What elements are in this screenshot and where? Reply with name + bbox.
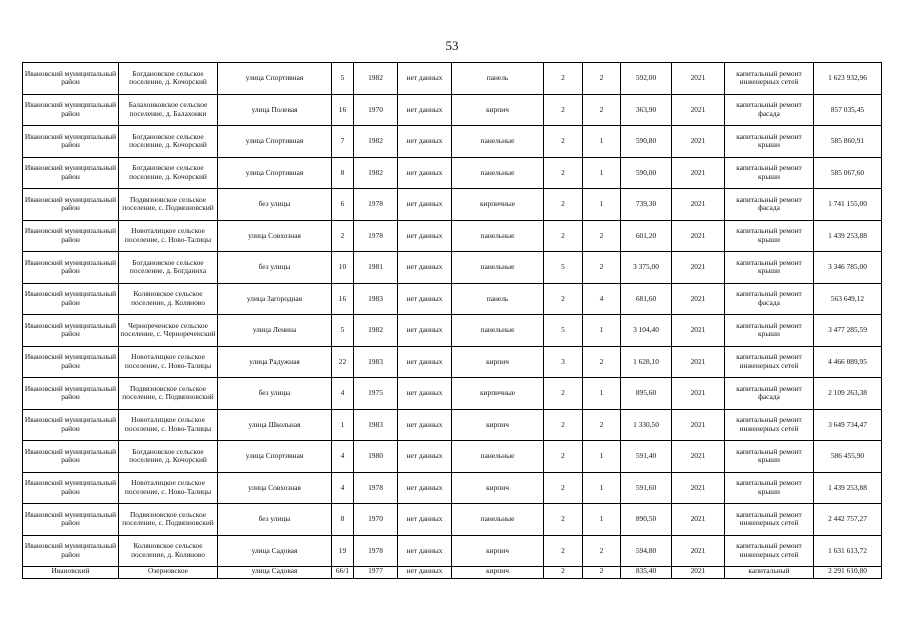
cell-district: Ивановский муниципальный район (23, 346, 119, 378)
cell-entrances: 2 (583, 535, 621, 567)
cell-plan-year: 2021 (672, 378, 725, 410)
cell-street: улица Школьная (218, 409, 332, 441)
cell-district: Ивановский муниципальный район (23, 535, 119, 567)
cell-street: без улицы (218, 252, 332, 284)
cell-build-year: 1978 (354, 472, 398, 504)
cell-floors: 2 (544, 63, 583, 95)
cell-floors: 2 (544, 126, 583, 158)
cell-entrances: 2 (583, 346, 621, 378)
cell-settlement: Богдановское сельское поселение, д. Кочорский (119, 441, 218, 473)
cell-street: без улицы (218, 378, 332, 410)
cell-area: 3 104,40 (621, 315, 672, 347)
cell-plan-year: 2021 (672, 472, 725, 504)
cell-house-number: 16 (332, 94, 354, 126)
cell-street: улица Спортивная (218, 441, 332, 473)
cell-house-number: 7 (332, 126, 354, 158)
cell-house-number: 8 (332, 157, 354, 189)
cell-plan-year: 2021 (672, 63, 725, 95)
cell-build-year: 1970 (354, 94, 398, 126)
cell-settlement: Подвязновское сельское поселение, с. Подвязновский (119, 504, 218, 536)
cell-area: 591,60 (621, 472, 672, 504)
cell-settlement: Богдановское сельское поселение, д. Богданиха (119, 252, 218, 284)
cell-entrances: 1 (583, 441, 621, 473)
cell-info: нет данных (398, 189, 452, 221)
cell-cost: 2 291 610,80 (814, 567, 882, 579)
cell-house-number: 5 (332, 315, 354, 347)
table-row (23, 535, 882, 567)
cell-work-type: капитальный ремонт фасада (725, 189, 814, 221)
cell-house-number: 2 (332, 220, 354, 252)
cell-street: улица Полевая (218, 94, 332, 126)
cell-settlement: Новоталицкое сельское поселение, с. Ново-Талицы (119, 472, 218, 504)
cell-district: Ивановский муниципальный район (23, 63, 119, 95)
cell-area: 1 628,10 (621, 346, 672, 378)
cell-plan-year: 2021 (672, 409, 725, 441)
cell-info: нет данных (398, 252, 452, 284)
cell-info: нет данных (398, 283, 452, 315)
cell-street: улица Загородная (218, 283, 332, 315)
cell-floors: 5 (544, 315, 583, 347)
cell-plan-year: 2021 (672, 535, 725, 567)
cell-cost: 1 439 253,88 (814, 220, 882, 252)
cell-work-type: капитальный ремонт крыши (725, 220, 814, 252)
cell-plan-year: 2021 (672, 346, 725, 378)
cell-info: нет данных (398, 409, 452, 441)
table-row (23, 94, 882, 126)
cell-info: нет данных (398, 441, 452, 473)
cell-work-type: капитальный ремонт инженерных сетей (725, 63, 814, 95)
cell-build-year: 1970 (354, 504, 398, 536)
table-row (23, 252, 882, 284)
cell-cost: 3 477 285,59 (814, 315, 882, 347)
cell-work-type: капитальный ремонт крыши (725, 315, 814, 347)
cell-house-number: 6 (332, 189, 354, 221)
cell-street: без улицы (218, 189, 332, 221)
cell-build-year: 1983 (354, 409, 398, 441)
cell-plan-year: 2021 (672, 315, 725, 347)
cell-entrances: 2 (583, 63, 621, 95)
cell-settlement: Богдановское сельское поселение, д. Кочорский (119, 63, 218, 95)
cell-entrances: 1 (583, 315, 621, 347)
cell-work-type: капитальный ремонт крыши (725, 441, 814, 473)
cell-district: Ивановский муниципальный район (23, 472, 119, 504)
cell-plan-year: 2021 (672, 504, 725, 536)
cell-plan-year: 2021 (672, 252, 725, 284)
cell-work-type: капитальный ремонт крыши (725, 472, 814, 504)
cell-plan-year: 2021 (672, 126, 725, 158)
cell-house-number: 10 (332, 252, 354, 284)
cell-info: нет данных (398, 63, 452, 95)
cell-build-year: 1982 (354, 63, 398, 95)
cell-info: нет данных (398, 535, 452, 567)
cell-wall-material: кирпич (452, 409, 544, 441)
cell-floors: 2 (544, 567, 583, 579)
cell-area: 835,40 (621, 567, 672, 579)
cell-work-type: капитальный ремонт инженерных сетей (725, 409, 814, 441)
cell-entrances: 1 (583, 126, 621, 158)
cell-entrances: 2 (583, 409, 621, 441)
cell-wall-material: кирпич (452, 94, 544, 126)
cell-build-year: 1982 (354, 315, 398, 347)
cell-floors: 5 (544, 252, 583, 284)
cell-cost: 1 741 155,00 (814, 189, 882, 221)
cell-work-type: капитальный (725, 567, 814, 579)
cell-plan-year: 2021 (672, 441, 725, 473)
table-row (23, 441, 882, 473)
cell-settlement: Новоталицкое сельское поселение, с. Ново-Талицы (119, 346, 218, 378)
cell-street: улица Радужная (218, 346, 332, 378)
cell-area: 3 375,00 (621, 252, 672, 284)
cell-wall-material: панельные (452, 252, 544, 284)
cell-street: улица Спортивная (218, 63, 332, 95)
cell-entrances: 1 (583, 189, 621, 221)
cell-wall-material: панель (452, 283, 544, 315)
cell-build-year: 1983 (354, 283, 398, 315)
cell-cost: 586 455,90 (814, 441, 882, 473)
cell-info: нет данных (398, 94, 452, 126)
cell-house-number: 22 (332, 346, 354, 378)
cell-floors: 2 (544, 504, 583, 536)
table-row (23, 378, 882, 410)
cell-floors: 2 (544, 94, 583, 126)
cell-wall-material: панельные (452, 441, 544, 473)
cell-area: 590,80 (621, 126, 672, 158)
cell-info: нет данных (398, 126, 452, 158)
cell-plan-year: 2021 (672, 94, 725, 126)
cell-entrances: 1 (583, 472, 621, 504)
cell-district: Ивановский муниципальный район (23, 315, 119, 347)
cell-info: нет данных (398, 157, 452, 189)
cell-cost: 585 067,60 (814, 157, 882, 189)
cell-work-type: капитальный ремонт фасада (725, 378, 814, 410)
cell-street: улица Ленина (218, 315, 332, 347)
cell-floors: 2 (544, 220, 583, 252)
table-row (23, 220, 882, 252)
cell-floors: 3 (544, 346, 583, 378)
cell-area: 592,00 (621, 63, 672, 95)
table-row (23, 567, 882, 579)
cell-area: 1 330,50 (621, 409, 672, 441)
cell-floors: 2 (544, 157, 583, 189)
cell-entrances: 2 (583, 567, 621, 579)
table-row (23, 189, 882, 221)
cell-entrances: 1 (583, 157, 621, 189)
cell-settlement: Чернореченское сельское поселение, с. Чернореченский (119, 315, 218, 347)
cell-wall-material: кирпич (452, 567, 544, 579)
cell-district: Ивановский муниципальный район (23, 220, 119, 252)
cell-cost: 2 442 757,27 (814, 504, 882, 536)
cell-area: 591,40 (621, 441, 672, 473)
cell-entrances: 1 (583, 378, 621, 410)
cell-plan-year: 2021 (672, 567, 725, 579)
cell-entrances: 2 (583, 252, 621, 284)
table-row (23, 126, 882, 158)
table-row (23, 157, 882, 189)
cell-district: Ивановский муниципальный район (23, 157, 119, 189)
cell-cost: 1 631 613,72 (814, 535, 882, 567)
cell-cost: 563 649,12 (814, 283, 882, 315)
cell-district: Ивановский муниципальный район (23, 378, 119, 410)
cell-cost: 3 346 785,00 (814, 252, 882, 284)
cell-cost: 585 860,91 (814, 126, 882, 158)
cell-wall-material: панель (452, 63, 544, 95)
cell-district: Ивановский муниципальный район (23, 126, 119, 158)
cell-info: нет данных (398, 315, 452, 347)
cell-area: 601,20 (621, 220, 672, 252)
cell-area: 739,30 (621, 189, 672, 221)
cell-plan-year: 2021 (672, 283, 725, 315)
cell-info: нет данных (398, 220, 452, 252)
cell-district: Ивановский (23, 567, 119, 579)
cell-house-number: 16 (332, 283, 354, 315)
cell-plan-year: 2021 (672, 157, 725, 189)
cell-build-year: 1975 (354, 378, 398, 410)
cell-plan-year: 2021 (672, 189, 725, 221)
cell-street: улица Садовая (218, 567, 332, 579)
cell-settlement: Балахонковское сельское поселение, д. Балахонки (119, 94, 218, 126)
cell-work-type: капитальный ремонт инженерных сетей (725, 346, 814, 378)
cell-work-type: капитальный ремонт фасада (725, 94, 814, 126)
cell-cost: 2 109 263,38 (814, 378, 882, 410)
cell-entrances: 4 (583, 283, 621, 315)
cell-settlement: Подвязновское сельское поселение, с. Подвязновский (119, 189, 218, 221)
cell-entrances: 1 (583, 504, 621, 536)
cell-district: Ивановский муниципальный район (23, 252, 119, 284)
table-row (23, 346, 882, 378)
cell-floors: 2 (544, 535, 583, 567)
table-row (23, 63, 882, 95)
cell-house-number: 19 (332, 535, 354, 567)
cell-floors: 2 (544, 472, 583, 504)
cell-street: улица Спортивная (218, 126, 332, 158)
cell-build-year: 1982 (354, 157, 398, 189)
cell-cost: 857 035,45 (814, 94, 882, 126)
cell-district: Ивановский муниципальный район (23, 409, 119, 441)
cell-house-number: 1 (332, 409, 354, 441)
cell-street: улица Садовая (218, 535, 332, 567)
cell-street: улица Спортивная (218, 157, 332, 189)
cell-info: нет данных (398, 472, 452, 504)
cell-info: нет данных (398, 378, 452, 410)
cell-wall-material: панельные (452, 126, 544, 158)
cell-settlement: Богдановское сельское поселение, д. Кочорский (119, 126, 218, 158)
cell-street: улица Совхозная (218, 220, 332, 252)
cell-info: нет данных (398, 567, 452, 579)
cell-work-type: капитальный ремонт фасада (725, 283, 814, 315)
cell-wall-material: панельные (452, 315, 544, 347)
cell-settlement: Озерновское (119, 567, 218, 579)
cell-entrances: 2 (583, 94, 621, 126)
table-body (23, 63, 882, 579)
cell-build-year: 1982 (354, 126, 398, 158)
cell-house-number: 4 (332, 472, 354, 504)
housing-repair-table (22, 62, 882, 579)
table-row (23, 472, 882, 504)
cell-build-year: 1978 (354, 189, 398, 221)
cell-house-number: 4 (332, 378, 354, 410)
cell-build-year: 1978 (354, 220, 398, 252)
cell-area: 590,00 (621, 157, 672, 189)
cell-settlement: Новоталицкое сельское поселение, с. Ново-Талицы (119, 220, 218, 252)
cell-area: 681,60 (621, 283, 672, 315)
cell-district: Ивановский муниципальный район (23, 441, 119, 473)
cell-cost: 4 466 089,95 (814, 346, 882, 378)
cell-work-type: капитальный ремонт крыши (725, 126, 814, 158)
cell-floors: 2 (544, 189, 583, 221)
cell-settlement: Подвязновское сельское поселение, с. Подвязновский (119, 378, 218, 410)
cell-wall-material: панельные (452, 220, 544, 252)
cell-work-type: капитальный ремонт крыши (725, 157, 814, 189)
cell-settlement: Коляновское сельское поселение, д. Коляново (119, 535, 218, 567)
cell-street: без улицы (218, 504, 332, 536)
cell-wall-material: кирпич (452, 346, 544, 378)
cell-build-year: 1981 (354, 252, 398, 284)
cell-house-number: 66/1 (332, 567, 354, 579)
cell-wall-material: кирпичные (452, 378, 544, 410)
cell-wall-material: кирпичные (452, 189, 544, 221)
cell-settlement: Коляновское сельское поселение, д. Коляново (119, 283, 218, 315)
cell-floors: 2 (544, 409, 583, 441)
cell-house-number: 4 (332, 441, 354, 473)
page-number: 53 (445, 38, 459, 53)
cell-info: нет данных (398, 346, 452, 378)
cell-house-number: 5 (332, 63, 354, 95)
cell-settlement: Богдановское сельское поселение, д. Кочорский (119, 157, 218, 189)
cell-info: нет данных (398, 504, 452, 536)
cell-wall-material: панельные (452, 157, 544, 189)
cell-district: Ивановский муниципальный район (23, 94, 119, 126)
table-row (23, 315, 882, 347)
cell-plan-year: 2021 (672, 220, 725, 252)
cell-settlement: Новоталицкое сельское поселение, с. Ново-Талицы (119, 409, 218, 441)
cell-wall-material: панельные (452, 504, 544, 536)
cell-floors: 2 (544, 441, 583, 473)
cell-work-type: капитальный ремонт инженерных сетей (725, 535, 814, 567)
cell-floors: 2 (544, 378, 583, 410)
cell-district: Ивановский муниципальный район (23, 504, 119, 536)
cell-house-number: 8 (332, 504, 354, 536)
cell-floors: 2 (544, 283, 583, 315)
cell-cost: 3 649 734,47 (814, 409, 882, 441)
cell-area: 594,80 (621, 535, 672, 567)
cell-build-year: 1977 (354, 567, 398, 579)
cell-district: Ивановский муниципальный район (23, 189, 119, 221)
cell-street: улица Совхозная (218, 472, 332, 504)
cell-area: 890,50 (621, 504, 672, 536)
table-row (23, 283, 882, 315)
table-row (23, 504, 882, 536)
cell-build-year: 1983 (354, 346, 398, 378)
cell-area: 895,60 (621, 378, 672, 410)
cell-cost: 1 623 932,96 (814, 63, 882, 95)
cell-work-type: капитальный ремонт крыши (725, 252, 814, 284)
cell-build-year: 1980 (354, 441, 398, 473)
cell-wall-material: кирпич (452, 535, 544, 567)
cell-entrances: 2 (583, 220, 621, 252)
table-row (23, 409, 882, 441)
cell-wall-material: кирпич (452, 472, 544, 504)
cell-work-type: капитальный ремонт инженерных сетей (725, 504, 814, 536)
cell-cost: 1 439 253,88 (814, 472, 882, 504)
cell-area: 363,90 (621, 94, 672, 126)
cell-district: Ивановский муниципальный район (23, 283, 119, 315)
cell-build-year: 1978 (354, 535, 398, 567)
